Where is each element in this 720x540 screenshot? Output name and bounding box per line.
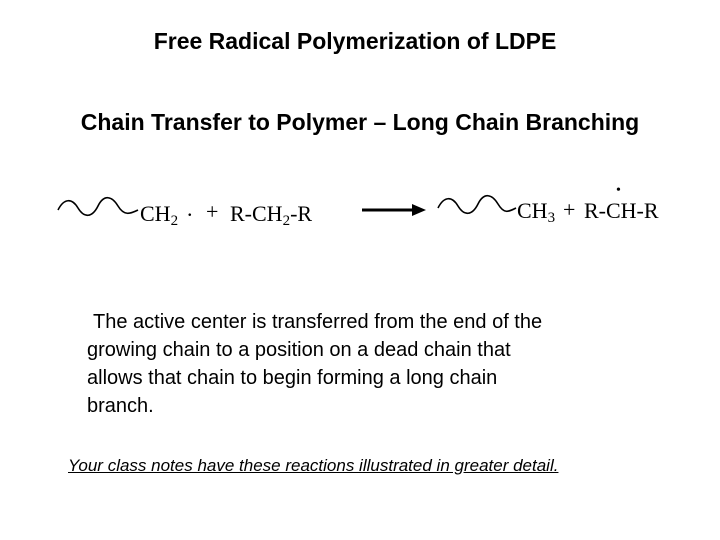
product-2: R-CH-R [584, 198, 659, 223]
product-radical-dot: • [616, 183, 621, 198]
description-line-2: growing chain to a position on a dead chain that [87, 339, 511, 361]
polymer-chain-right-icon [436, 194, 518, 216]
polymer-chain-left-icon [56, 196, 140, 218]
slide-subtitle: Chain Transfer to Polymer – Long Chain Branching [80, 109, 640, 135]
reactant-2: $R-CH_2-R$ [230, 201, 313, 229]
description-line-3: allows that chain to begin forming a long chain [87, 367, 498, 389]
description-line-4: branch. [87, 395, 154, 417]
right-species: $CH_3$ [517, 198, 556, 226]
slide-title: Free Radical Polymerization of LDPE [153, 28, 557, 54]
description-paragraph [87, 308, 647, 420]
reaction-arrow-icon [360, 201, 428, 219]
left-species: $CH_2$ [140, 201, 179, 229]
left-radical-dot: . [187, 196, 193, 221]
plus-sign-2: + [563, 197, 576, 222]
footnote: Your class notes have these reactions illustrated in greater detail. [68, 456, 559, 475]
description-line-1: The active center is transferred from the end of the [93, 311, 543, 333]
plus-sign-1: + [206, 199, 219, 224]
